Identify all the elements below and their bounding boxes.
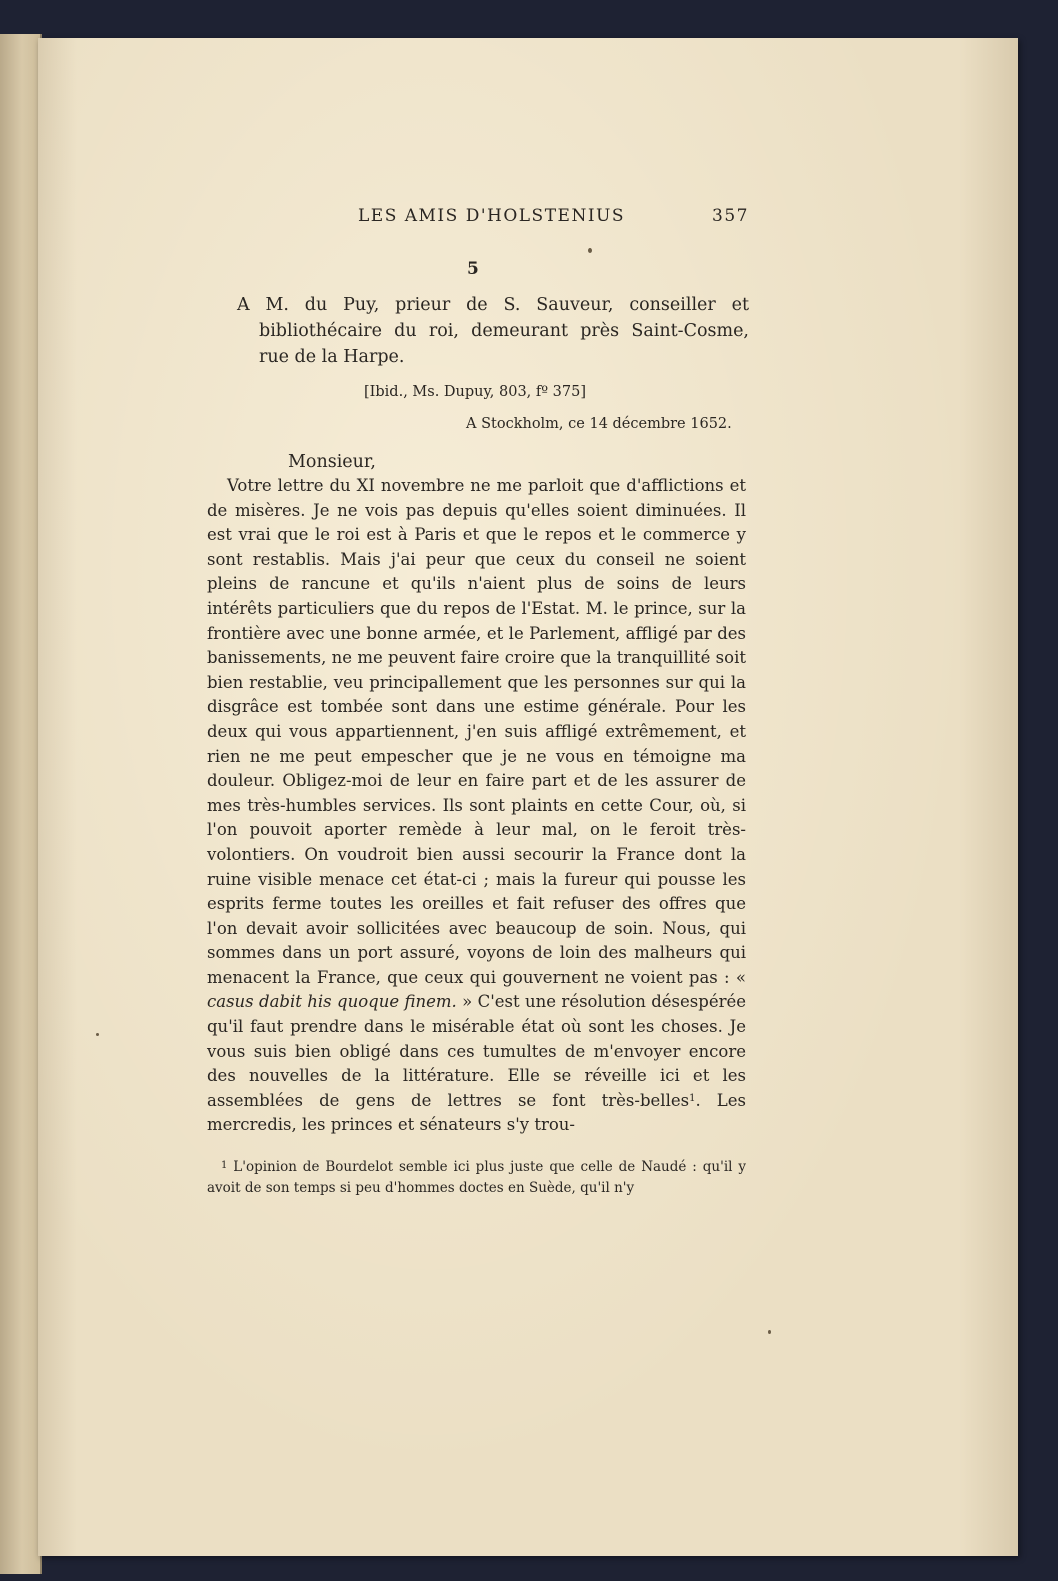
salutation: Monsieur, bbox=[288, 452, 376, 472]
page-number: 357 bbox=[712, 206, 749, 226]
letter-body bbox=[207, 474, 746, 1138]
facing-page-edge bbox=[0, 34, 42, 1574]
ink-speck bbox=[96, 1033, 99, 1036]
latin-quote: casus dabit his quoque finem. bbox=[207, 992, 457, 1012]
footnote-text: L'opinion de Bourdelot semble ici plus juste que celle de Naudé : qu'il y avoit de son temps si peu d'hommes doctes en Suède, qu'il n'y bbox=[207, 1159, 746, 1196]
ink-speck bbox=[768, 1330, 771, 1334]
running-title: LES AMIS D'HOLSTENIUS bbox=[358, 206, 626, 226]
letter-dateline: A Stockholm, ce 14 décembre 1652. bbox=[466, 416, 732, 432]
manuscript-source: [Ibid., Ms. Dupuy, 803, fº 375] bbox=[364, 384, 587, 400]
body-text-part-3: . Les mercredis, les princes et sénateurs s'y trou- bbox=[207, 1090, 746, 1135]
ink-speck bbox=[588, 248, 592, 253]
letter-address: A M. du Puy, prieur de S. Sauveur, conseiller et bibliothécaire du roi, demeurant près Saint-Cosme, rue de la Harpe. bbox=[237, 295, 749, 367]
letter-number: 5 bbox=[467, 259, 479, 279]
body-text-part-2: » C'est une résolution désespérée qu'il faut prendre dans le misérable état où sont les choses. Je vous suis bien obligé dans ces tumultes de m'envoyer encore des nouvelles de la littérature. Elle se réveille ici et les assemblées de gens de lettres se font très-belles bbox=[207, 992, 747, 1110]
footnote-marker: 1 bbox=[221, 1160, 228, 1171]
footnote-reference: 1 bbox=[689, 1092, 696, 1104]
footnote bbox=[207, 1157, 746, 1199]
body-text-part-1: Votre lettre du XI novembre ne me parloit que d'afflictions et de misères. Je ne vois pas depuis qu'elles soient diminuées. Il est vrai que le roi est à Paris et que le repos et le commerce y sont restablis. Mais j'ai peur que ceux du conseil ne soient pleins de rancune et qu'ils n'aient plus de soins de leurs intérêts particuliers que du repos de l'Estat. M. le prince, sur la frontière avec une bonne armée, et le Parlement, affligé par des banissements, ne me peuvent faire croire que la tranquillité soit bien restablie, veu principallement que les personnes sur qui la disgrâce est tombée sont dans une estime générale. Pour les deux qui vous appartiennent, j'en suis affligé extrêmement, et rien ne me peut empescher que je ne vous en témoigne ma douleur. Obligez-moi de leur en faire part et de les assurer de mes très-humbles services. Ils sont plaints en cette Cour, où, si l'on pouvoit aporter remède à leur mal, on le feroit très-volontiers. On voudroit bien aussi secourir la France dont la ruine visible menace cet état-ci ; mais la fureur qui pousse les esprits ferme toutes les oreilles et fait refuser des offres que l'on devait avoir sollicitées avec beaucoup de soin. Nous, qui sommes dans un port assuré, voyons de loin des malheurs qui menacent la France, que ceux qui gouvernent ne voient pas : « bbox=[207, 476, 746, 987]
